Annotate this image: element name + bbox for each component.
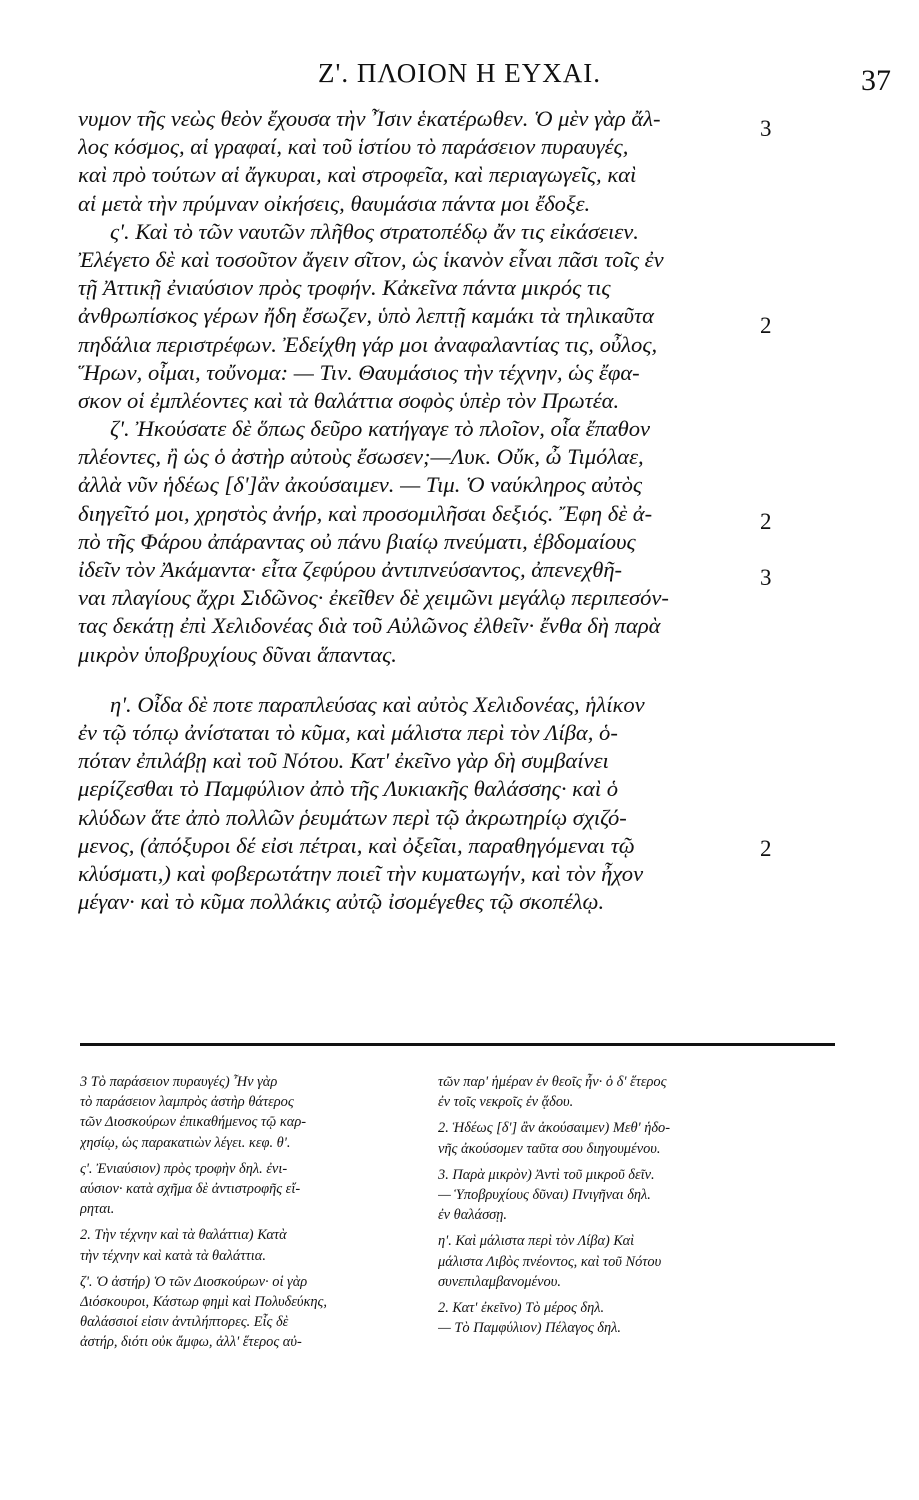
text-line: τῇ Ἀττικῇ ἐνιαύσιον πρὸς τροφήν. Κἀκεῖνα πάντα μικρός τις <box>78 275 611 301</box>
text-line: σκον οἱ ἐμπλέοντες καὶ τὰ θαλάττια σοφὸς ὑπὲρ τὸν Πρωτέα. <box>78 387 620 413</box>
page-number: 37 <box>861 64 891 97</box>
text-line: μενος, (ἀπόξυροι δέ εἰσι πέτραι, καὶ ὀξεῖαι, παραθηγόμεναι τῷ <box>78 832 635 858</box>
footnote-line: — Ὑποβρυχίους δῦναι) Πνιγῆναι δηλ. <box>438 1187 651 1204</box>
footnote-line: ρηται. <box>80 1201 115 1218</box>
text-line: κλύδων ἅτε ἀπὸ πολλῶν ῥευμάτων περὶ τῷ ἀκρωτηρίῳ σχιζό- <box>78 804 627 830</box>
footnote-line: — Τὸ Παμφύλιον) Πέλαγος δηλ. <box>438 1320 621 1337</box>
text-line: ναι πλαγίους ἄχρι Σιδῶνος· ἐκεῖθεν δὲ χειμῶνι μεγάλῳ περιπεσόν- <box>78 585 669 611</box>
footnote-line: ἐν τοῖς νεκροῖς ἐν ᾅδου. <box>438 1094 574 1111</box>
text-line: ζ'. Ἠκούσατε δὲ ὅπως δεῦρο κατήγαγε τὸ πλοῖον, οἷα ἔπαθον <box>110 416 651 442</box>
text-line: μέγαν· καὶ τὸ κῦμα πολλάκις αὐτῷ ἰσομέγεθες τῷ σκοπέλῳ. <box>78 889 605 915</box>
text-line: η'. Οἶδα δὲ ποτε παραπλεύσας καὶ αὐτὸς Χελιδονέας, ἡλίκον <box>110 691 645 717</box>
text-line: πλέοντες, ἢ ὡς ὁ ἀστὴρ αὐτοὺς ἔσωσεν;—Λυκ. Οὔκ, ὦ Τιμόλαε, <box>78 444 644 470</box>
margin-number: 3 <box>760 116 772 141</box>
footnote-line: τῶν παρ' ἡμέραν ἐν θεοῖς ἦν· ὁ δ' ἕτερος <box>438 1074 667 1090</box>
text-line: ἐν τῷ τόπῳ ἀνίσταται τὸ κῦμα, καὶ μάλιστα περὶ τὸν Λίβα, ὁ- <box>78 719 618 745</box>
margin-number: 3 <box>760 565 772 590</box>
text-line: τας δεκάτῃ ἐπὶ Χελιδονέας διὰ τοῦ Αὐλῶνος ἐλθεῖν· ἔνθα δὴ παρὰ <box>78 613 661 639</box>
margin-number: 2 <box>760 836 772 861</box>
footnotes-left-column <box>80 1072 418 1353</box>
footnote-line: 2. Κατ' ἐκεῖνο) Τὸ μέρος δηλ. <box>438 1300 605 1317</box>
footnote-line: αύσιον· κατὰ σχῆμα δὲ ἀντιστροφῆς εἴ- <box>80 1181 301 1198</box>
footnote-line: 3 Τὸ παράσειον πυραυγές) Ἦν γὰρ <box>80 1074 278 1090</box>
footnote-rule <box>80 1043 835 1046</box>
text-line: νυμον τῆς νεὼς θεὸν ἔχουσα τὴν Ἶσιν ἑκατέρωθεν. Ὁ μὲν γὰρ ἄλ- <box>78 106 661 131</box>
footnotes-right-column <box>438 1072 783 1338</box>
text-line: Ἥρων, οἶμαι, τοὔνομα: — Τιν. Θαυμάσιος τὴν τέχνην, ὡς ἔφα- <box>78 359 640 385</box>
text-line: πόταν ἐπιλάβῃ καὶ τοῦ Νότου. Κατ' ἐκεῖνο γὰρ δὴ συμβαίνει <box>78 748 609 774</box>
footnote-line: ζ'. Ὁ ἀστήρ) Ὁ τῶν Διοσκούρων· οἱ γὰρ <box>80 1273 308 1290</box>
margin-number: 2 <box>760 509 772 534</box>
margin-number: 2 <box>760 313 772 338</box>
footnote-line: συνεπιλαμβανομένου. <box>438 1273 561 1290</box>
footnote-line: τὴν τέχνην καὶ κατὰ τὰ θαλάττια. <box>80 1247 266 1264</box>
text-line: διηγεῖτό μοι, χρηστὸς ἀνήρ, καὶ προσομιλῆσαι δεξιός. Ἔφη δὲ ἀ- <box>78 500 653 526</box>
footnote-line: Διόσκουροι, Κάστωρ φημὶ καὶ Πολυδεύκης, <box>80 1294 327 1311</box>
text-line: πηδάλια περιστρέφων. Ἐδείχθη γάρ μοι ἀναφαλαντίας τις, οὖλος, <box>78 331 658 357</box>
footnote-line: ς'. Ἐνιαύσιον) πρὸς τροφὴν δηλ. ἐνι- <box>80 1160 288 1177</box>
text-line: ἀλλὰ νῦν ἡδέως [δ']ἂν ἀκούσαιμεν. — Τιμ. Ὁ ναύκληρος αὐτὸς <box>78 472 643 498</box>
footnote-line: νῆς ἀκούσομεν ταῦτα σου διηγουμένου. <box>438 1140 661 1157</box>
footnote-line: τὸ παράσειον λαμπρὸς ἀστὴρ θάτερος <box>80 1094 294 1111</box>
footnote-line: ἀστήρ, διότι οὐκ ἄμφω, ἀλλ' ἕτερος αὐ- <box>80 1334 302 1351</box>
text-line: λος κόσμος, αἱ γραφαί, καὶ τοῦ ἱστίου τὸ παράσειον πυραυγές, <box>78 134 629 160</box>
text-line: κλύσματι,) καὶ φοβερωτάτην ποιεῖ τὴν κυματωγήν, καὶ τὸν ἦχον <box>78 860 644 886</box>
text-line: καὶ πρὸ τούτων αἱ ἄγκυραι, καὶ στροφεῖα, καὶ περιαγωγεῖς, καὶ <box>78 162 637 188</box>
text-line: μικρὸν ὑποβρυχίους δῦναι ἅπαντας. <box>78 641 397 667</box>
paragraph <box>78 218 754 415</box>
footnote-line: τῶν Διοσκούρων ἐπικαθήμενος τῷ καρ- <box>80 1114 307 1131</box>
text-line: αἱ μετὰ τὴν πρύμναν οἰκήσεις, θαυμάσια πάντα μοι ἔδοξε. <box>78 190 591 216</box>
running-title: Ζ'. ΠΛΟΙΟΝ Η ΕΥΧΑΙ. <box>317 58 602 88</box>
paragraph <box>78 105 754 218</box>
text-line: ἀνθρωπίσκος γέρων ἤδη ἔσωζεν, ὑπὸ λεπτῇ καμάκι τὰ τηλικαῦτα <box>78 303 654 329</box>
paragraph-gap <box>78 669 754 691</box>
footnote-line: 2. Τὴν τέχνην καὶ τὰ θαλάττια) Κατὰ <box>80 1227 287 1244</box>
footnote-line: 2. Ἡδέως [δ'] ἂν ἀκούσαιμεν) Μεθ' ἡδο- <box>438 1120 671 1137</box>
paragraph <box>78 691 754 917</box>
text-line: μερίζεσθαι τὸ Παμφύλιον ἀπὸ τῆς Λυκιακῆς θαλάσσης· καὶ ὁ <box>78 776 619 802</box>
main-text <box>78 105 754 916</box>
footnote-line: χησίῳ, ὡς παρακατιὼν λέγει. κεφ. θ'. <box>80 1134 291 1151</box>
text-line: ἰδεῖν τὸν Ἀκάμαντα· εἶτα ζεφύρου ἀντιπνεύσαντος, ἀπενεχθῆ- <box>78 557 623 582</box>
footnote-line: μάλιστα Λιβὸς πνέοντος, καὶ τοῦ Νότου <box>438 1253 662 1270</box>
footnote-line: η'. Καὶ μάλιστα περὶ τὸν Λίβα) Καὶ <box>438 1233 635 1250</box>
footnote-line: θαλάσσιοί εἰσιν ἀντιλήπτορες. Εἷς δὲ <box>80 1314 289 1331</box>
paragraph <box>78 415 754 669</box>
footnote-line: ἐν θαλάσσῃ. <box>438 1207 507 1224</box>
footnote-line: 3. Παρὰ μικρὸν) Ἀντὶ τοῦ μικροῦ δεῖν. <box>438 1166 655 1183</box>
text-line: πὸ τῆς Φάρου ἀπάραντας οὐ πάνυ βιαίῳ πνεύματι, ἑβδομαίους <box>78 528 636 554</box>
text-line: ς'. Καὶ τὸ τῶν ναυτῶν πλῆθος στρατοπέδῳ ἄν τις εἰκάσειεν. <box>110 218 639 244</box>
text-line: Ἐλέγετο δὲ καὶ τοσοῦτον ἄγειν σῖτον, ὡς ἱκανὸν εἶναι πᾶσι τοῖς ἐν <box>78 246 664 272</box>
